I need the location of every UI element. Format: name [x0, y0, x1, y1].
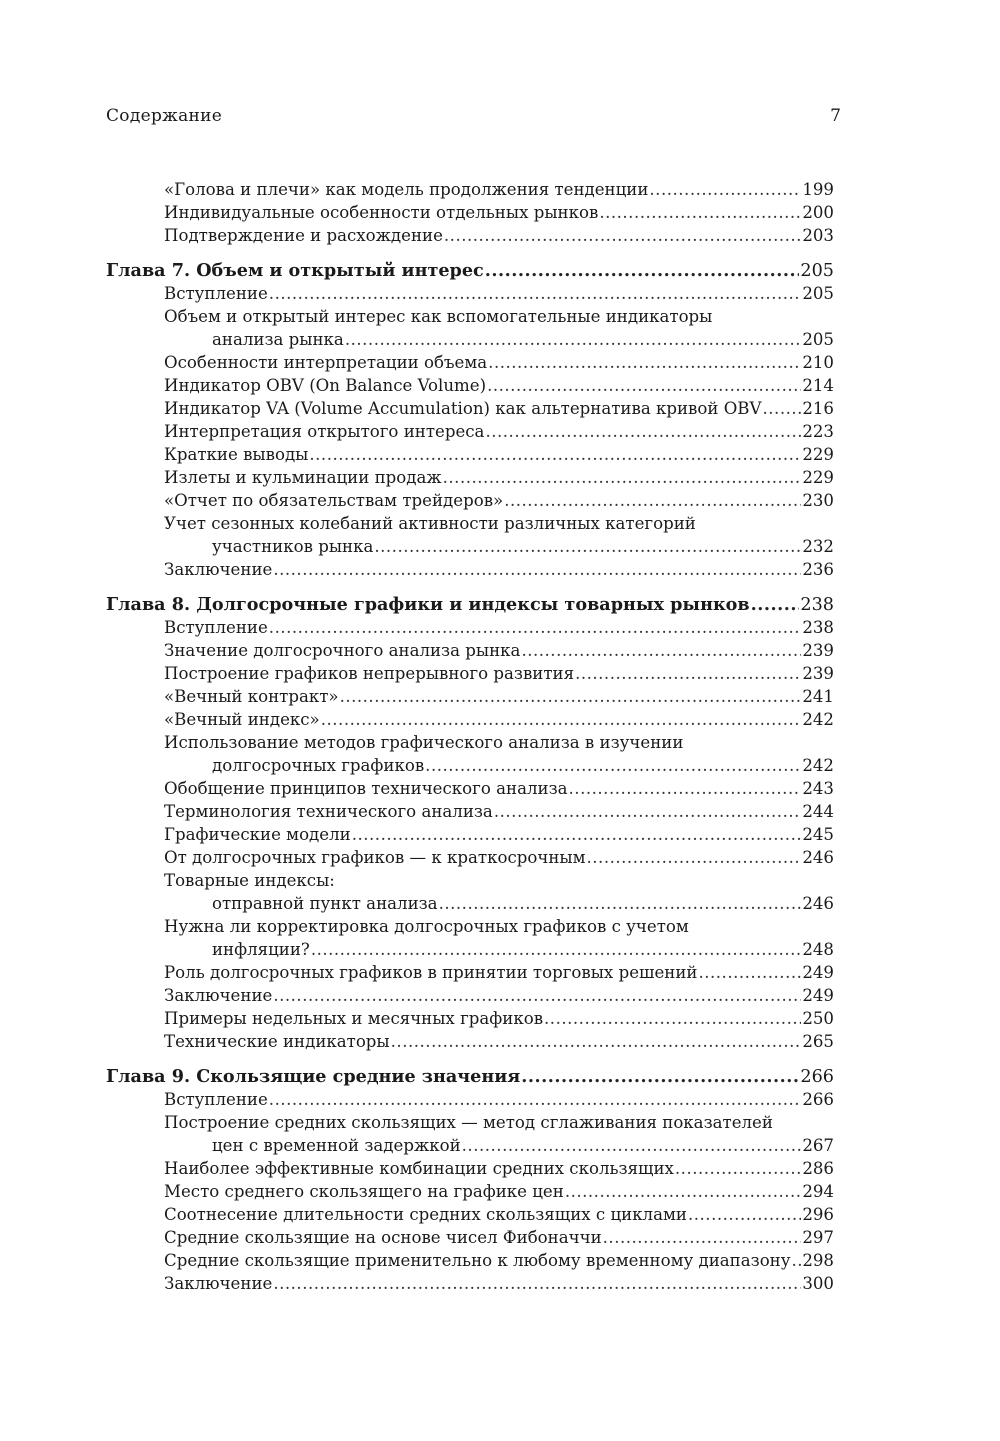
- toc-entry[interactable]: «Отчет по обязательствам трейдеров» ..... 230: [106, 489, 834, 512]
- toc-entry[interactable]: Индивидуальные особенности отдельных рынков ..... 200: [106, 201, 834, 224]
- toc-entry-line[interactable]: Товарные индексы:: [164, 871, 335, 890]
- chapter-heading[interactable]: Глава 9. Скользящие средние значения ..... 266: [106, 1065, 834, 1088]
- toc-entry[interactable]: «Вечный индекс» ..... 242: [106, 708, 834, 731]
- toc-entry[interactable]: Краткие выводы ..... 229: [106, 443, 834, 466]
- toc-entry[interactable]: Подтверждение и расхождение ..... 203: [106, 224, 834, 247]
- toc-entry-line[interactable]: Учет сезонных колебаний активности различных категорий: [164, 514, 696, 533]
- page-number: 7: [830, 106, 841, 126]
- toc-entry[interactable]: От долгосрочных графиков — к краткосрочным ..... 246: [106, 846, 834, 869]
- toc-entry-line[interactable]: Нужна ли корректировка долгосрочных графиков с учетом: [164, 917, 689, 936]
- toc-entry[interactable]: Вступление ..... 205: [106, 282, 834, 305]
- toc-entry[interactable]: Средние скользящие применительно к любому временному диапазону ..... 298: [106, 1249, 834, 1272]
- toc-entry[interactable]: Обобщение принципов технического анализа ..... 243: [106, 777, 834, 800]
- toc-entry[interactable]: Индикатор OBV (On Balance Volume) ..... 214: [106, 374, 834, 397]
- toc-entry[interactable]: Место среднего скользящего на графике цен ..... 294: [106, 1180, 834, 1203]
- toc-entry[interactable]: Наиболее эффективные комбинации средних скользящих ..... 286: [106, 1157, 834, 1180]
- toc-entry[interactable]: Графические модели ..... 245: [106, 823, 834, 846]
- toc-entry[interactable]: «Вечный контракт» ..... 241: [106, 685, 834, 708]
- toc-entry[interactable]: Соотнесение длительности средних скользящих с циклами ..... 296: [106, 1203, 834, 1226]
- page-header: [106, 106, 841, 130]
- toc-entry[interactable]: Терминология технического анализа ..... 244: [106, 800, 834, 823]
- toc-entry[interactable]: Заключение ..... 236: [106, 558, 834, 581]
- toc-entry[interactable]: цен с временной задержкой ..... 267: [106, 1134, 834, 1157]
- toc-entry[interactable]: Излеты и кульминации продаж ..... 229: [106, 466, 834, 489]
- toc-entry[interactable]: Примеры недельных и месячных графиков ..... 250: [106, 1007, 834, 1030]
- toc-entry[interactable]: Индикатор VA (Volume Accumulation) как альтернатива кривой OBV ..... 216: [106, 397, 834, 420]
- toc-entry[interactable]: инфляции? ..... 248: [106, 938, 834, 961]
- running-title: Содержание: [106, 106, 223, 126]
- toc-entry[interactable]: участников рынка ..... 232: [106, 535, 834, 558]
- toc-entry[interactable]: Вступление ..... 266: [106, 1088, 834, 1111]
- table-of-contents: [106, 178, 834, 1295]
- toc-entry[interactable]: Значение долгосрочного анализа рынка ..... 239: [106, 639, 834, 662]
- toc-entry-line[interactable]: Построение средних скользящих — метод сглаживания показателей: [164, 1113, 773, 1132]
- toc-entry[interactable]: Роль долгосрочных графиков в принятии торговых решений ..... 249: [106, 961, 834, 984]
- toc-entry[interactable]: Интерпретация открытого интереса ..... 223: [106, 420, 834, 443]
- toc-entry-line[interactable]: Использование методов графического анализа в изучении: [164, 733, 684, 752]
- toc-entry[interactable]: Вступление ..... 238: [106, 616, 834, 639]
- toc-entry[interactable]: Построение графиков непрерывного развития ..... 239: [106, 662, 834, 685]
- toc-entry[interactable]: Особенности интерпретации объема ..... 210: [106, 351, 834, 374]
- toc-entry[interactable]: Средние скользящие на основе чисел Фибоначчи ..... 297: [106, 1226, 834, 1249]
- toc-entry[interactable]: отправной пункт анализа ..... 246: [106, 892, 834, 915]
- toc-entry[interactable]: долгосрочных графиков ..... 242: [106, 754, 834, 777]
- chapter-heading[interactable]: Глава 7. Объем и открытый интерес ..... 205: [106, 259, 834, 282]
- toc-entry[interactable]: анализа рынка ..... 205: [106, 328, 834, 351]
- toc-entry[interactable]: Заключение ..... 300: [106, 1272, 834, 1295]
- toc-entry[interactable]: «Голова и плечи» как модель продолжения тенденции ..... 199: [106, 178, 834, 201]
- chapter-heading[interactable]: Глава 8. Долгосрочные графики и индексы товарных рынков ..... 238: [106, 593, 834, 616]
- toc-entry-line[interactable]: Объем и открытый интерес как вспомогательные индикаторы: [164, 307, 713, 326]
- toc-entry[interactable]: Заключение ..... 249: [106, 984, 834, 1007]
- toc-entry[interactable]: Технические индикаторы ..... 265: [106, 1030, 834, 1053]
